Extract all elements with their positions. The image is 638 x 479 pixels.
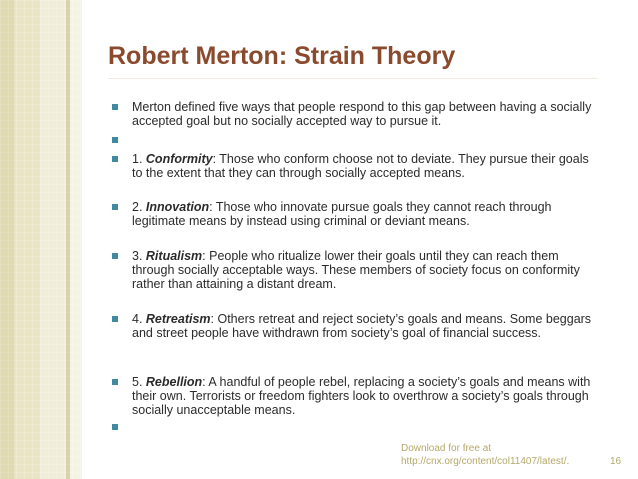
item-description: : A handful of people rebel, replacing a society’s goals and means with their own. Terrorists or freedom fighters look to overthrow a society’s goals through socially unacceptable means. [132, 375, 591, 417]
list-item-text [132, 152, 598, 180]
square-bullet-icon [112, 104, 118, 110]
list-item-text [132, 200, 598, 228]
item-term: Ritualism [145, 249, 203, 263]
item-term: Innovation [145, 200, 210, 214]
title-divider [108, 78, 598, 79]
item-description: : Those who conform choose not to deviate. They pursue their goals to the extent that they can through socially accepted means. [132, 152, 589, 180]
decorative-sidebar [0, 0, 82, 479]
list-item-text [132, 375, 598, 417]
page-number: 16 [610, 456, 622, 467]
item-term: Conformity [145, 152, 213, 166]
source-link[interactable]: http://cnx.org/content/col11407/latest/. [401, 456, 570, 467]
source-note-line: Download for free at [401, 443, 492, 454]
square-bullet-icon [112, 156, 118, 162]
item-description: : Those who innovate pursue goals they cannot reach through legitimate means by instead using criminal or deviant means. [132, 200, 552, 228]
square-bullet-icon [112, 204, 118, 210]
list-item-text [132, 249, 598, 291]
square-bullet-icon [112, 316, 118, 322]
square-bullet-icon [112, 253, 118, 259]
sidebar-stripe [40, 0, 66, 479]
square-bullet-icon [112, 424, 118, 430]
list-item-text [132, 312, 598, 340]
source-note [401, 442, 569, 468]
list-item-text: Merton defined five ways that people respond to this gap between having a socially accepted goal but no socially accepted way to pursue it. [132, 100, 592, 128]
item-number: 4. [132, 312, 146, 326]
slide-title: Robert Merton: Strain Theory [108, 42, 456, 70]
item-number: 3. [132, 249, 146, 263]
item-description: : Others retreat and reject society’s goals and means. Some beggars and street people have withdrawn from society’s goal of financial success. [132, 312, 592, 340]
item-number: 5. [132, 375, 146, 389]
square-bullet-icon [112, 379, 118, 385]
sidebar-stripe [0, 0, 14, 479]
item-term: Retreatism [145, 312, 211, 326]
item-term: Rebellion [145, 375, 203, 389]
sidebar-stripe [70, 0, 82, 479]
square-bullet-icon [112, 137, 118, 143]
item-number: 1. [132, 152, 146, 166]
item-number: 2. [132, 200, 146, 214]
item-description: : People who ritualize lower their goals until they can reach them through socially acceptable ways. These members of society focus on conformity rather than attaining a distant dream. [132, 249, 580, 291]
